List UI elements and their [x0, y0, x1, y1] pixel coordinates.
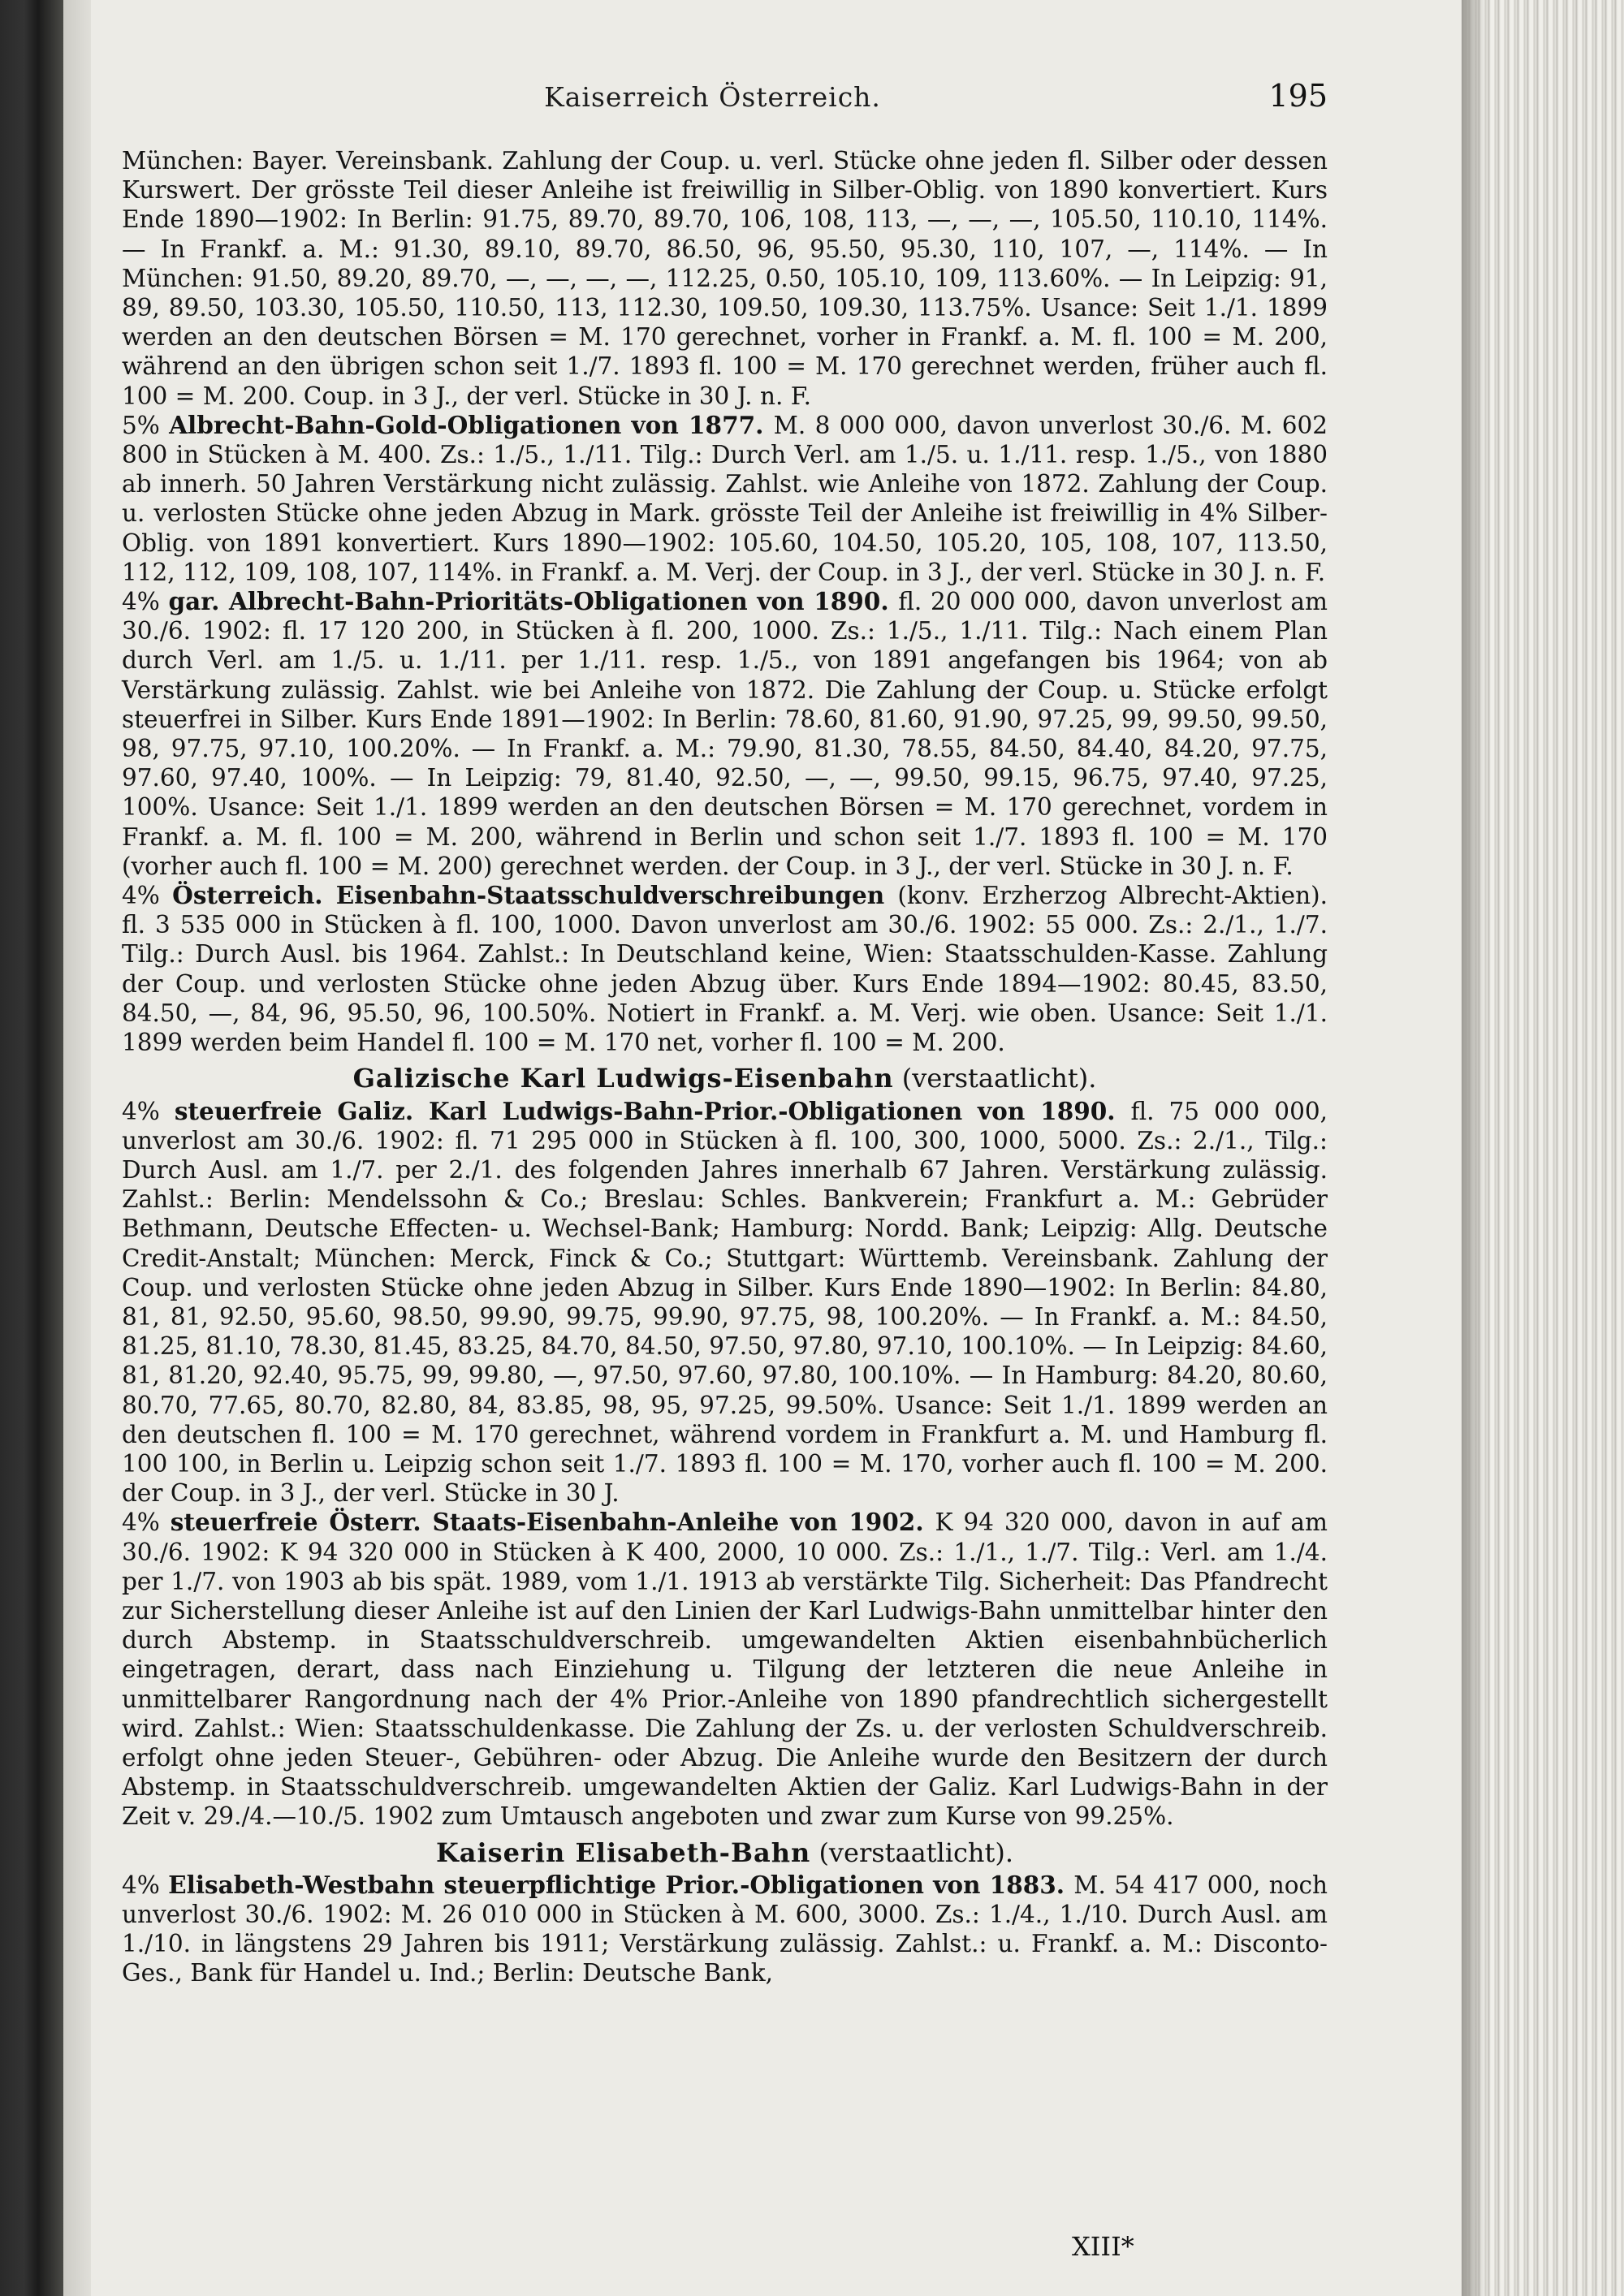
entry-text: K 94 320 000, davon in auf am 30./6. 1902: K 94 320 000 in Stücken à K 400, 2000, 10 000. Zs.: 1./1., 1./7. Tilg.: Verl. am 1./4. per 1./7. von 1903 ab bis spät. 1989, vom 1./1. 1913 ab verstärkte Tilg. Sicherheit: Das Pfandrecht zur Sicherstellung dieser Anleihe ist auf den Linien der Karl Ludwigs-Bahn unmittelbar hinter den durch Abstemp. in Staatsschuldverschreib. umgewandelten Aktien eisenbahnbücherlich eingetragen, derart, dass nach Einziehung u. Tilgung der letzteren die neue Anleihe in unmittelbarer Rangordnung nach der 4% Prior.-Anleihe von 1890 pfandrechtlich sichergestellt wird. Zahlst.: Wien: Staatsschuldenkasse. Die Zahlung der Zs. u. der verlosten Schuldverschreib. erfolgt ohne jeden Steuer-, Gebühren- oder Abzug. Die Anleihe wurde den Besitzern der durch Abstemp. in Staatsschuldverschreib. umgewandelten Aktien der Galiz. Karl Ludwigs-Bahn in der Zeit v. 29./4.—10./5. 1902 zum Umtausch angeboten und zwar zum Kurse von 99.25%.: [122, 1508, 1328, 1831]
section-heading-note: (verstaatlicht).: [901, 1063, 1097, 1094]
entry-rate: 4%: [122, 1097, 160, 1125]
entry-staats-eisenbahn-1902: [122, 1508, 1328, 1831]
entry-text: M. 8 000 000, davon unverlost 30./6. M. 602 800 in Stücken à M. 400. Zs.: 1./5., 1./11. Tilg.: Durch Verl. am 1./5. u. 1./11. resp. 1./5., von 1880 ab innerh. 50 Jahren Verstärkung nicht zulässig. Zahlst. wie Anleihe von 1872. Zahlung der Coup. u. verlosten Stücke ohne jeden Abzug in Mark. grösste Teil der Anleihe ist freiwillig in 4% Silber-Oblig. von 1891 konvertiert. Kurs 1890—1902: 105.60, 104.50, 105.20, 105, 108, 107, 113.50, 112, 112, 109, 108, 107, 114%. in Frankf. a. M. Verj. der Coup. in 3 J., der verl. Stücke in 30 J. n. F.: [122, 411, 1328, 586]
entry-title: steuerfreie Österr. Staats-Eisenbahn-Anleihe von 1902.: [170, 1508, 935, 1537]
signature-mark: XIII*: [1072, 2231, 1134, 2262]
facing-page-edge: [63, 0, 91, 2296]
entry-text: fl. 20 000 000, davon unverlost am 30./6. 1902: fl. 17 120 200, in Stücken à fl. 200, 1000. Zs.: 1./5., 1./11. Tilg.: Nach einem Plan durch Verl. am 1./5. u. 1./11. per 1./11. resp. 1./5., von 1891 angefangen bis 1964; von ab Verstärkung zulässig. Zahlst. wie bei Anleihe von 1872. Die Zahlung der Coup. u. Stücke erfolgt steuerfrei in Silber. Kurs Ende 1891—1902: In Berlin: 78.60, 81.60, 91.90, 97.25, 99, 99.50, 99.50, 98, 97.75, 97.10, 100.20%. — In Frankf. a. M.: 79.90, 81.30, 78.55, 84.50, 84.40, 84.20, 97.75, 97.60, 97.40, 100%. — In Leipzig: 79, 81.40, 92.50, —, —, 99.50, 99.15, 96.75, 97.40, 97.25, 100%. Usance: Seit 1./1. 1899 werden an den deutschen Börsen = M. 170 gerechnet, vordem in Frankf. a. M. fl. 100 = M. 200, während in Berlin und schon seit 1./7. 1893 fl. 100 = M. 170 (vorher auch fl. 100 = M. 200) gerechnet werden. der Coup. in 3 J., der verl. Stücke in 30 J. n. F.: [122, 588, 1328, 880]
entry-staatsschuldverschreibungen: [122, 881, 1328, 1057]
entry-text: M. 54 417 000, noch unverlost 30./6. 1902: M. 26 010 000 in Stücken à M. 600, 3000. Zs.: 1./4., 1./10. Durch Ausl. am 1./10. in längstens 29 Jahren bis 1911; Verstärkung zulässig. Zahlst.: u. Frankf. a. M.: Disconto-Ges., Bank für Handel u. Ind.; Berlin: Deutsche Bank,: [122, 1871, 1328, 1987]
entry-albrecht-prior-1890: [122, 587, 1328, 881]
page-body: [122, 146, 1328, 1988]
continued-paragraph: München: Bayer. Vereinsbank. Zahlung der Coup. u. verl. Stücke ohne jeden fl. Silber oder dessen Kurswert. Der grösste Teil dieser Anleihe ist freiwillig in Silber-Oblig. von 1890 konvertiert. Kurs Ende 1890—1902: In Berlin: 91.75, 89.70, 89.70, 106, 108, 113, —, —, —, 105.50, 110.10, 114%. — In Frankf. a. M.: 91.30, 89.10, 89.70, 86.50, 96, 95.50, 95.30, 110, 107, —, 114%. — In München: 91.50, 89.20, 89.70, —, —, —, —, 112.25, 0.50, 105.10, 109, 113.60%. — In Leipzig: 91, 89, 89.50, 103.30, 105.50, 110.50, 113, 112.30, 109.50, 109.30, 113.75%. Usance: Seit 1./1. 1899 werden an den deutschen Börsen = M. 170 gerechnet, vorher in Frankf. a. M. fl. 100 = M. 200, während an den übrigen schon seit 1./7. 1893 fl. 100 = M. 170 gerechnet werden, früher auch fl. 100 = M. 200. Coup. in 3 J., der verl. Stücke in 30 J. n. F.: [122, 147, 1328, 410]
entry-rate: 4%: [122, 1871, 160, 1899]
entry-title: gar. Albrecht-Bahn-Prioritäts-Obligationen von 1890.: [168, 587, 899, 616]
page-header: [97, 78, 1328, 130]
entry-text: fl. 75 000 000, unverlost am 30./6. 1902: fl. 71 295 000 in Stücken à fl. 100, 300, 1000, 5000. Zs.: 2./1., Tilg.: Durch Ausl. am 1./7. per 2./1. des folgenden Jahres innerhalb 67 Jahren. Verstärkung zulässig. Zahlst.: Berlin: Mendelssohn & Co.; Breslau: Schles. Bankverein; Frankfurt a. M.: Gebrüder Bethmann, Deutsche Effecten- u. Wechsel-Bank; Hamburg: Nordd. Bank; Leipzig: Allg. Deutsche Credit-Anstalt; München: Merck, Finck & Co.; Stuttgart: Württemb. Vereinsbank. Zahlung der Coup. und verlosten Stücke ohne jeden Abzug in Silber. Kurs Ende 1890—1902: In Berlin: 84.80, 81, 81, 92.50, 95.60, 98.50, 99.90, 99.75, 99.90, 97.75, 98, 100.20%. — In Frankf. a. M.: 84.50, 81.25, 81.10, 78.30, 81.45, 83.25, 84.70, 84.50, 97.50, 97.80, 97.10, 100.10%. — In Leipzig: 84.60, 81, 81.20, 92.40, 95.75, 99, 99.80, —, 97.50, 97.60, 97.80, 100.10%. — In Hamburg: 84.20, 80.60, 80.70, 77.65, 80.70, 82.80, 84, 83.85, 98, 95, 97.25, 99.50%. Usance: Seit 1./1. 1899 werden an den deutschen fl. 100 = M. 170 gerechnet, während vordem in Frankfurt a. M. und Hamburg fl. 100 100, in Berlin u. Leipzig schon seit 1./7. 1893 fl. 100 = M. 170, vorher auch fl. 100 = M. 200. der Coup. in 3 J., der verl. Stücke in 30 J.: [122, 1097, 1328, 1508]
section-heading-name: Kaiserin Elisabeth-Bahn: [435, 1836, 811, 1868]
entry-rate: 4%: [122, 588, 160, 616]
entry-galiz-prior-1890: [122, 1097, 1328, 1508]
book-gutter-left: [0, 0, 63, 2296]
entry-rate: 4%: [122, 882, 160, 910]
entry-elisabeth-westbahn-1883: [122, 1871, 1328, 1988]
page-stack-edge-right: [1462, 0, 1624, 2296]
entry-title: Albrecht-Bahn-Gold-Obligationen von 1877.: [169, 410, 774, 439]
entry-albrecht-gold-1877: [122, 411, 1328, 587]
entry-rate: 4%: [122, 1508, 160, 1537]
page-number: 195: [1268, 78, 1328, 114]
section-heading-galizische: [122, 1064, 1328, 1093]
entry-rate: 5%: [122, 411, 160, 439]
section-heading-elisabeth: [122, 1838, 1328, 1867]
entry-title: Elisabeth-Westbahn steuerpflichtige Prior.-Obligationen von 1883.: [168, 1870, 1074, 1899]
section-heading-name: Galizische Karl Ludwigs-Eisenbahn: [352, 1063, 894, 1094]
running-title: Kaiserreich Österreich.: [544, 81, 881, 113]
entry-title: Österreich. Eisenbahn-Staatsschuldverschreibungen: [172, 881, 898, 910]
section-heading-note: (verstaatlicht).: [818, 1836, 1014, 1868]
entry-text: (konv. Erzherzog Albrecht-Aktien). fl. 3 535 000 in Stücken à fl. 100, 1000. Davon unverlost am 30./6. 1902: 55 000. Zs.: 2./1., 1./7. Tilg.: Durch Ausl. bis 1964. Zahlst.: In Deutschland keine, Wien: Staatsschulden-Kasse. Zahlung der Coup. und verlosten Stücke ohne jeden Abzug über. Kurs Ende 1894—1902: 80.45, 83.50, 84.50, —, 84, 96, 95.50, 96, 100.50%. Notiert in Frankf. a. M. Verj. wie oben. Usance: Seit 1./1. 1899 werden beim Handel fl. 100 = M. 170 net, vorher fl. 100 = M. 200.: [122, 882, 1328, 1057]
entry-title: steuerfreie Galiz. Karl Ludwigs-Bahn-Prior.-Obligationen von 1890.: [174, 1096, 1131, 1125]
